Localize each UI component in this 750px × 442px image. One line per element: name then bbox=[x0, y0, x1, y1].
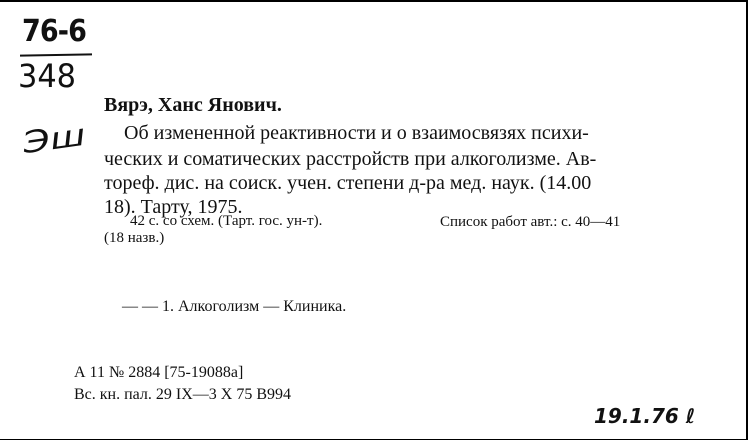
title-line-1: Об измененной реактивности и о взаимосвязях психи- bbox=[124, 122, 589, 144]
accession-number: А 11 № 2884 [75-19088а] bbox=[74, 364, 244, 381]
handwritten-mark: Эш bbox=[20, 117, 88, 162]
title-line-2: ческих и соматических расстройств при алкоголизме. Ав- bbox=[104, 148, 597, 170]
collation-count: (18 назв.) bbox=[104, 230, 165, 246]
shelfmark-bottom: 348 bbox=[18, 57, 77, 95]
shelfmark-top: 76-6 bbox=[22, 14, 86, 49]
subject-heading: — — 1. Алкоголизм — Клиника. bbox=[122, 298, 347, 315]
title-line-4: 18). Тарту, 1975. bbox=[104, 196, 243, 218]
collation-bibliography: Список работ авт.: с. 40—41 bbox=[440, 214, 621, 230]
title-line-3: тореф. дис. на соиск. учен. степени д-ра мед. наук. (14.00 bbox=[104, 172, 592, 194]
collation-pages: 42 с. со схем. (Тарт. гос. ун-т). bbox=[130, 213, 323, 229]
book-chamber-record: Вс. кн. пал. 29 IX—3 X 75 В994 bbox=[74, 386, 292, 403]
author-heading: Вярэ, Ханс Янович. bbox=[104, 94, 282, 116]
handwritten-date: 19.1.76 ℓ bbox=[594, 404, 696, 428]
